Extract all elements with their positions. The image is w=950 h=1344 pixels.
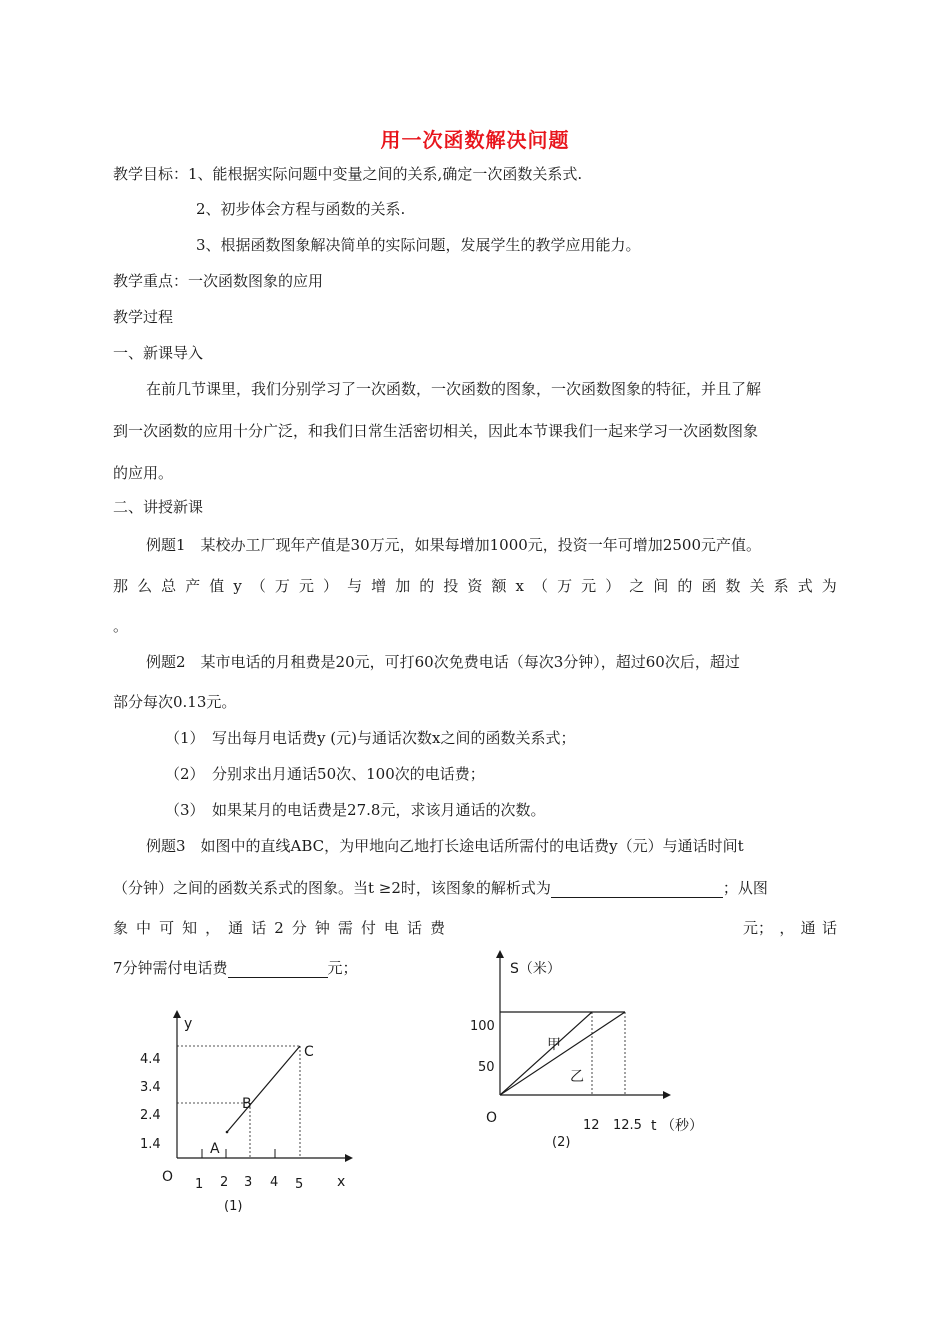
example3-line-2: （分钟）之间的函数关系式的图象。当t ≥2时，该图象的解析式为 ；从图 xyxy=(113,879,768,897)
section1-heading: 一、新课导入 xyxy=(113,344,204,362)
y-tick-label-3-4: 3.4 xyxy=(140,1080,161,1095)
point-b-label: B xyxy=(242,1096,252,1112)
y-tick-label-4-4: 4.4 xyxy=(140,1052,161,1067)
s-tick-label-100: 100 xyxy=(470,1019,495,1034)
objective-item-3: 3、根据函数图象解决简单的实际问题，发展学生的教学应用能力。 xyxy=(196,236,641,254)
x-tick-label-5: 5 xyxy=(295,1177,304,1192)
example1-line-1: 例题1 某校办工厂现年产值是30万元，如果每增加1000元，投资一年可增加2500元产值。 xyxy=(146,536,761,554)
figure-2-graph xyxy=(465,945,725,1155)
section2-heading: 二、讲授新课 xyxy=(113,498,204,516)
y-axis-label: y xyxy=(184,1016,193,1032)
x-axis-arrow xyxy=(345,1154,353,1162)
origin-label-2: O xyxy=(486,1110,498,1126)
example1-line-2: 那 么 总 产 值 y （ 万 元 ） 与 增 加 的 投 资 额 x （ 万 元 ） 之 间 的 函 数 关 系 式 为 xyxy=(113,577,837,595)
objectives-line-1 xyxy=(113,164,582,184)
section1-para-line-3: 的应用。 xyxy=(113,464,174,482)
x-tick-label-3: 3 xyxy=(244,1175,253,1190)
process-heading: 教学过程 xyxy=(113,308,174,326)
page-title: 用一次函数解决问题 xyxy=(380,128,570,152)
x-tick-label-2: 2 xyxy=(220,1175,229,1190)
example3-line-4: 7分钟需付电话费 元； xyxy=(113,959,358,977)
s-axis-arrow xyxy=(496,950,504,958)
example2-line-1: 例题2 某市电话的月租费是20元，可打60次免费电话（每次3分钟），超过60次后，超过 xyxy=(146,653,740,671)
x-axis-label: x xyxy=(337,1174,346,1190)
x-tick-label-4: 4 xyxy=(270,1175,279,1190)
example3-line-3-left: 象 中 可 知 ， 通 话 2 分 钟 需 付 电 话 费 xyxy=(113,919,445,937)
example2-item-2: （2） 分别求出月通话50次、100次的电话费； xyxy=(165,765,485,783)
example3-line-1: 例题3 如图中的直线ABC，为甲地向乙地打长途电话所需付的电话费y（元）与通话时间t xyxy=(146,837,744,855)
series-yi-label: 乙 xyxy=(570,1069,584,1085)
s-tick-label-50: 50 xyxy=(478,1060,495,1075)
t-tick-label-12: 12 xyxy=(583,1118,600,1133)
example2-item-3: （3） 如果某月的电话费是27.8元，求该月通话的次数。 xyxy=(165,801,546,819)
t-axis-arrow xyxy=(663,1091,671,1099)
line-yi xyxy=(500,1012,625,1095)
objective-item-1: 1、能根据实际问题中变量之间的关系,确定一次函数关系式. xyxy=(188,165,583,183)
example2-item-1: （1） 写出每月电话费y (元)与通话次数x之间的函数关系式； xyxy=(165,729,576,747)
point-c-label: C xyxy=(304,1044,314,1060)
example2-line-2: 部分每次0.13元。 xyxy=(113,693,237,711)
series-jia-label: 甲 xyxy=(547,1037,561,1053)
example3-line-3-right: 元； ， 通 话 xyxy=(743,919,837,937)
t-axis-label: t （秒） xyxy=(651,1118,703,1134)
objective-item-2: 2、初步体会方程与函数的关系. xyxy=(196,200,406,218)
line-abc xyxy=(227,1046,300,1132)
section1-para-line-1: 在前几节课里，我们分别学习了一次函数，一次函数的图象，一次函数图象的特征，并且了解 xyxy=(146,380,762,398)
figure-2-caption: (2) xyxy=(552,1135,571,1150)
point-a-label: A xyxy=(210,1141,220,1157)
origin-label: O xyxy=(162,1169,174,1185)
answer-blank-7min-cost[interactable] xyxy=(228,961,328,978)
example1-line-3: 。 xyxy=(113,617,129,635)
y-tick-label-2-4: 2.4 xyxy=(140,1108,161,1123)
section1-para-line-2: 到一次函数的应用十分广泛，和我们日常生活密切相关，因此本节课我们一起来学习一次函数图象 xyxy=(113,422,759,440)
y-tick-label-1-4: 1.4 xyxy=(140,1137,161,1152)
objectives-label: 教学目标： xyxy=(113,165,189,183)
point-a-dot xyxy=(226,1131,229,1134)
x-tick-label-1: 1 xyxy=(195,1177,204,1192)
s-axis-label: S（米） xyxy=(510,961,561,977)
y-axis-arrow xyxy=(173,1010,181,1018)
answer-blank-expression[interactable] xyxy=(551,881,723,898)
figure-1-caption: (1) xyxy=(224,1199,243,1214)
figure-1-graph xyxy=(130,1008,360,1218)
key-point: 教学重点：一次函数图象的应用 xyxy=(113,272,324,290)
t-tick-label-12-5: 12.5 xyxy=(613,1118,642,1133)
